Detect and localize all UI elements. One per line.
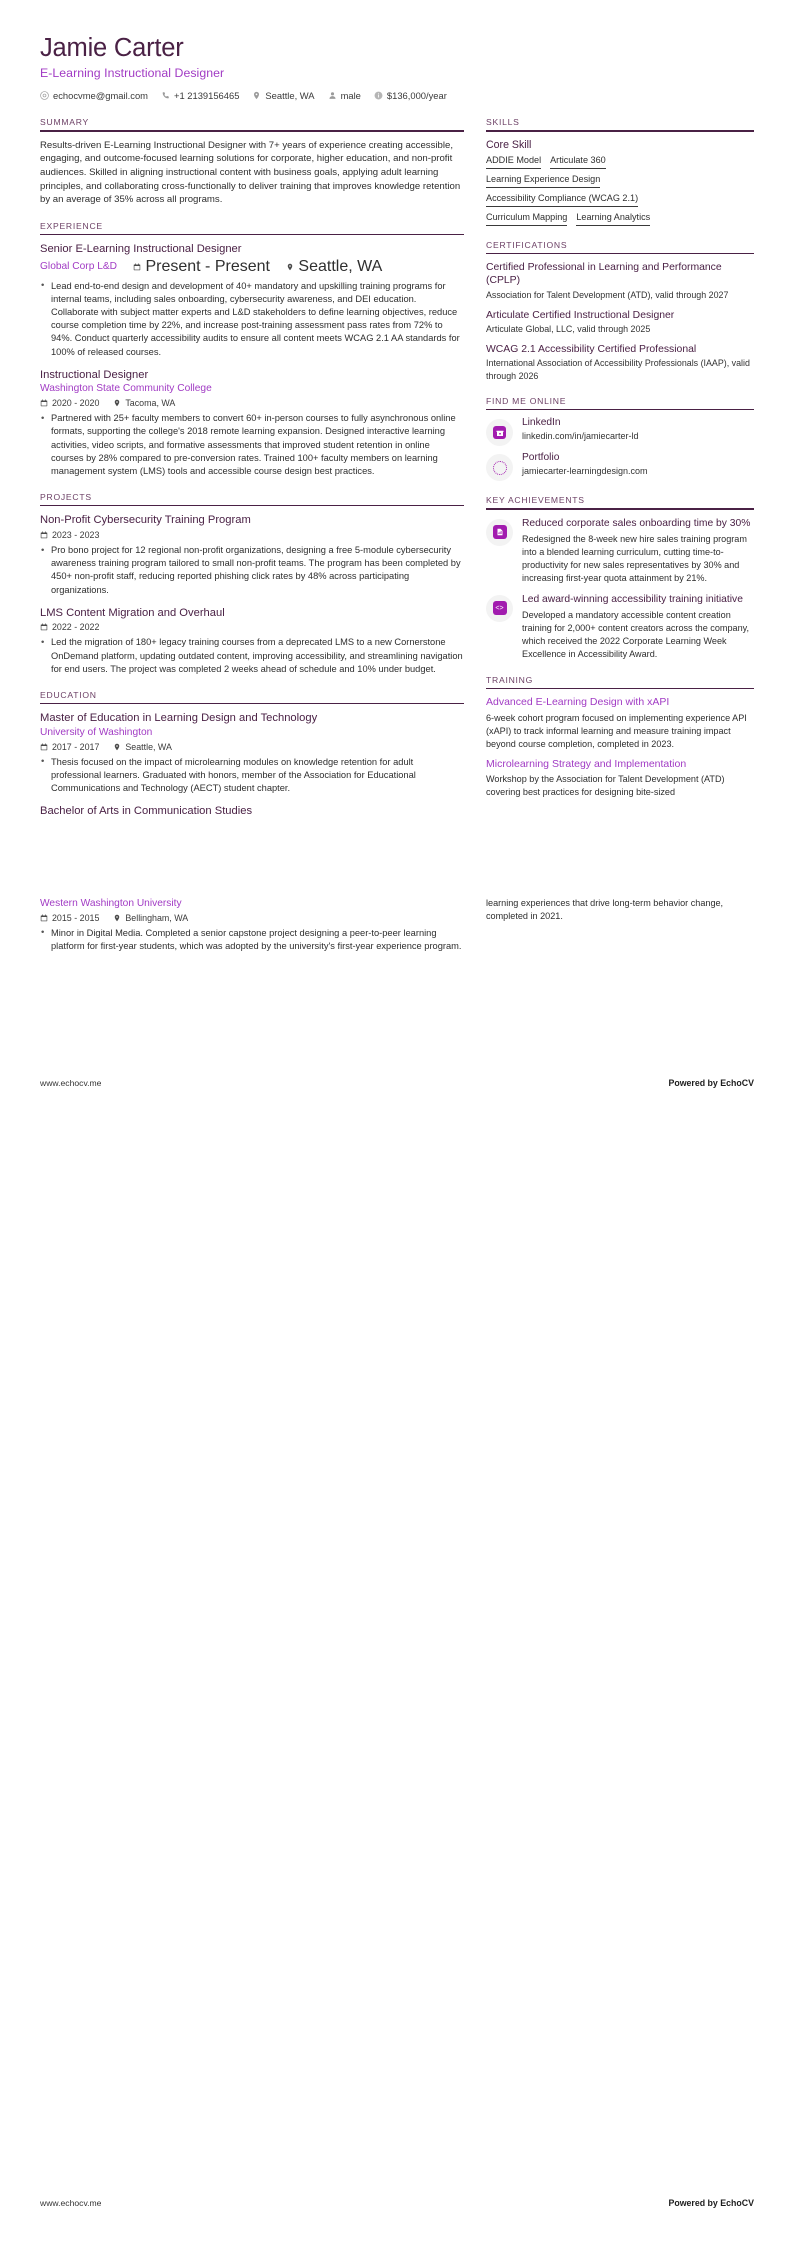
- skill-row: [486, 174, 754, 188]
- experience-location-text: Tacoma, WA: [125, 398, 176, 409]
- experience-role: Senior E-Learning Instructional Designer: [40, 243, 242, 256]
- experience-location: [113, 398, 175, 408]
- section-education-heading: EDUCATION: [40, 689, 97, 700]
- skills-group-title: Core Skill: [486, 138, 532, 151]
- project-entry: [40, 513, 464, 596]
- footer-site: www.echocv.me: [40, 1078, 102, 1088]
- section-experience: [40, 221, 464, 478]
- education-bullets: [40, 756, 464, 796]
- skill-chip: Curriculum Mapping: [486, 212, 567, 226]
- section-projects-heading: PROJECTS: [40, 492, 92, 503]
- contact-gender: [328, 90, 361, 101]
- experience-dates-text: 2020 - 2020: [52, 398, 100, 409]
- education-meta-row: [40, 913, 464, 923]
- section-rule: [40, 505, 464, 506]
- contact-location-text: Seattle, WA: [265, 90, 315, 102]
- experience-bullet: • Partnered with 25+ faculty members to convert 60+ in-person courses to fully asynchronous online formats, supporting the college's 2018 remote learning expansion. Designed interactive learning activities, video scripts, and formative assessments that improved student retention in online courses by 28% compared to pre-conversion rates. Trained 100+ faculty members on learning management system (LMS) tools and accessible course design best practices.: [40, 412, 464, 478]
- certification-name: WCAG 2.1 Accessibility Certified Professional: [486, 343, 697, 355]
- education-location-text: Bellingham, WA: [125, 912, 189, 923]
- achievement-item: [486, 517, 754, 585]
- skill-chip: Learning Experience Design: [486, 174, 600, 188]
- section-certifications: [486, 240, 754, 382]
- online-link-item[interactable]: [486, 417, 754, 446]
- skill-row: [486, 155, 754, 169]
- resume-sheet-1: [0, 0, 794, 833]
- online-link-text-block: [522, 452, 648, 476]
- contact-salary-text: $136,000/year: [386, 90, 447, 102]
- section-summary-heading: SUMMARY: [40, 117, 90, 128]
- education-location: [113, 913, 188, 923]
- section-rule: [486, 508, 754, 509]
- section-skills: [486, 117, 754, 225]
- experience-role: Instructional Designer: [40, 368, 149, 381]
- section-find-me-online: [486, 396, 754, 481]
- experience-org: Washington State Community College: [40, 383, 212, 395]
- education-school: University of Washington: [40, 726, 153, 738]
- achievement-description: Redesigned the 8-week new hire sales training program into a blended learning curriculum, cutting time-to-productivity for new sales representatives by 30% and increasing first-year quota attainment by 21%.: [522, 534, 747, 583]
- certification-issuer: Association for Talent Development (ATD), valid through 2027: [486, 290, 729, 301]
- section-projects: [40, 492, 464, 676]
- education-entry: [40, 804, 464, 819]
- resume-right-column: [486, 117, 754, 813]
- training-item: [486, 758, 754, 799]
- certification-issuer: Articulate Global, LLC, valid through 2025: [486, 324, 651, 335]
- section-skills-heading: SKILLS: [486, 117, 520, 128]
- section-training-heading: TRAINING: [486, 674, 534, 685]
- education-degree: Master of Education in Learning Design and Technology: [40, 712, 318, 725]
- calendar-icon: [40, 743, 48, 751]
- experience-location: [286, 258, 382, 276]
- education-entry: [40, 711, 464, 795]
- contact-bar: [40, 90, 754, 101]
- portfolio-icon: [486, 454, 513, 481]
- project-bullet: • Led the migration of 180+ legacy training courses from a deprecated LMS to a new Cornerstone OnDemand platform, updating outdated content, improving accessibility, and streamlining navigation for end users. The project was completed 2 weeks ahead of schedule and 10% under budget.: [40, 636, 464, 676]
- contact-salary: [374, 90, 447, 101]
- contact-phone-text: +1 2139156465: [173, 90, 240, 102]
- experience-bullets: [40, 280, 464, 359]
- experience-meta-row: [40, 258, 464, 276]
- skill-chip: Articulate 360: [550, 155, 606, 169]
- experience-bullets: [40, 412, 464, 478]
- online-link-text-block: [522, 417, 639, 441]
- salary-icon: [374, 91, 383, 100]
- training-description-continued: learning experiences that drive long-term behavior change, completed in 2021.: [486, 897, 724, 921]
- project-name: Non-Profit Cybersecurity Training Program: [40, 514, 251, 527]
- resume-body-continued: [40, 897, 754, 962]
- experience-entry: [40, 368, 464, 478]
- experience-dates-text: Present - Present: [145, 257, 270, 275]
- section-find-me-online-heading: FIND ME ONLINE: [486, 395, 567, 406]
- section-rule: [40, 130, 464, 131]
- location-icon: [113, 399, 121, 407]
- section-rule: [40, 703, 464, 704]
- achievement-title: Reduced corporate sales onboarding time by 30%: [522, 517, 751, 529]
- resume-body: [40, 117, 754, 832]
- education-bullets: [40, 927, 464, 953]
- resume-header: [40, 34, 754, 101]
- online-link-url: linkedin.com/in/jamiecarter-ld: [522, 431, 639, 442]
- training-item: [486, 696, 754, 750]
- project-dates-text: 2023 - 2023: [52, 530, 100, 541]
- education-degree: Bachelor of Arts in Communication Studies: [40, 805, 253, 818]
- experience-org: Global Corp L&D: [40, 260, 118, 272]
- section-key-achievements: [486, 495, 754, 660]
- education-bullet: • Minor in Digital Media. Completed a senior capstone project designing a peer-to-peer learning platform for first-year students, which was adopted by the university's first-year experience program.: [40, 927, 464, 953]
- contact-location: [252, 90, 314, 101]
- achievement-title: Led award-winning accessibility training initiative: [522, 593, 743, 605]
- project-name: LMS Content Migration and Overhaul: [40, 606, 225, 619]
- chart-document-icon: [486, 519, 513, 546]
- skill-row: [486, 193, 754, 207]
- email-icon: [40, 91, 49, 100]
- skills-list: [486, 155, 754, 226]
- project-bullet: • Pro bono project for 12 regional non-profit organizations, designing a free 5-module cybersecurity awareness training program tailored to small non-profit teams. The program has been completed by 450+ non-profit staff, reducing reported phishing click rates by 48% across participating organizations.: [40, 544, 464, 597]
- education-entry: [40, 897, 464, 953]
- section-key-achievements-heading: KEY ACHIEVEMENTS: [486, 495, 585, 506]
- location-icon: [113, 914, 121, 922]
- section-rule: [486, 688, 754, 689]
- calendar-icon: [40, 914, 48, 922]
- experience-location-text: Seattle, WA: [298, 257, 383, 275]
- section-rule: [486, 130, 754, 131]
- section-rule: [40, 234, 464, 235]
- resume-left-column: [40, 117, 464, 832]
- phone-icon: [161, 91, 170, 100]
- footer-brand: Powered by EchoCV: [668, 1078, 754, 1088]
- achievement-text-block: [522, 517, 754, 585]
- education-bullet: • Thesis focused on the impact of microlearning modules on knowledge retention for adult professional learners. Graduated with honors, member of the Association for Educational Communications and Technology (AECT) student chapter.: [40, 756, 464, 796]
- achievement-description: Developed a mandatory accessible content creation training for 2,000+ content creators across the company, which received the 2022 Corporate Learning Week Excellence in Accessibility Award.: [522, 610, 750, 659]
- contact-email-text: echocvme@gmail.com: [53, 90, 148, 102]
- page-footer-1: [40, 1078, 754, 1088]
- online-link-label: Portfolio: [522, 452, 560, 464]
- experience-dates: [40, 398, 99, 408]
- education-dates: [40, 742, 99, 752]
- project-meta-row: [40, 622, 464, 632]
- linkedin-icon: [486, 419, 513, 446]
- education-dates-text: 2015 - 2015: [52, 912, 100, 923]
- calendar-icon: [133, 258, 145, 275]
- calendar-icon: [40, 399, 48, 407]
- training-name: Advanced E-Learning Design with xAPI: [486, 696, 670, 709]
- online-link-item[interactable]: [486, 452, 754, 481]
- candidate-job-title: E-Learning Instructional Designer: [40, 66, 225, 81]
- online-link-label: LinkedIn: [522, 417, 561, 429]
- resume-sheet-2: [0, 867, 794, 962]
- experience-bullet: • Lead end-to-end design and development of 40+ mandatory and upskilling training programs for internal teams, including sales onboarding, cybersecurity awareness, and DEI education. Collaborate with subject matter experts and L&D stakeholders to define learning objectives, reduce course completion time by 22%, and increase post-training assessment pass rates from 72% to 94%. Conduct quarterly accessibility audits to ensure all content meets WCAG 2.1 AA standards for 100% of released courses.: [40, 280, 464, 359]
- certification-issuer: International Association of Accessibility Professionals (IAAP), valid through 2026: [486, 358, 750, 381]
- calendar-icon: [40, 531, 48, 539]
- project-bullets: [40, 636, 464, 676]
- achievement-text-block: [522, 593, 754, 661]
- experience-dates: [133, 258, 270, 276]
- training-continued: [486, 897, 754, 923]
- project-dates: [40, 622, 99, 632]
- footer-brand: Powered by EchoCV: [668, 2198, 754, 2208]
- location-icon: [113, 743, 121, 751]
- training-description: 6-week cohort program focused on implementing experience API (xAPI) to track informal learning and measure training impact beyond course completion, completed in 2023.: [486, 712, 747, 749]
- section-summary: [40, 117, 464, 206]
- section-education: [40, 690, 464, 819]
- education-dates-text: 2017 - 2017: [52, 741, 100, 752]
- project-dates: [40, 530, 99, 540]
- education-location-text: Seattle, WA: [125, 741, 172, 752]
- calendar-icon: [40, 623, 48, 631]
- training-description: Workshop by the Association for Talent Development (ATD) covering best practices for designing bite-sized: [486, 774, 725, 798]
- page-footer-2: [40, 2198, 754, 2208]
- section-certifications-heading: CERTIFICATIONS: [486, 239, 568, 250]
- contact-gender-text: male: [340, 90, 361, 102]
- certification-item: [486, 343, 754, 382]
- certification-item: [486, 309, 754, 336]
- certification-item: [486, 261, 754, 301]
- code-icon: <>: [486, 595, 513, 622]
- education-school: Western Washington University: [40, 897, 182, 909]
- person-icon: [328, 91, 337, 100]
- project-bullets: [40, 544, 464, 597]
- project-entry: [40, 606, 464, 676]
- education-meta-row: [40, 742, 464, 752]
- online-link-url: jamiecarter-learningdesign.com: [522, 466, 648, 477]
- section-rule: [486, 409, 754, 410]
- location-icon: [252, 91, 261, 100]
- experience-meta-row: [40, 398, 464, 408]
- contact-phone: [161, 90, 239, 101]
- section-rule: [486, 253, 754, 254]
- project-meta-row: [40, 530, 464, 540]
- education-dates: [40, 913, 99, 923]
- project-dates-text: 2022 - 2022: [52, 622, 100, 633]
- candidate-name: Jamie Carter: [40, 34, 184, 62]
- experience-entry: [40, 242, 464, 359]
- skill-chip: Accessibility Compliance (WCAG 2.1): [486, 193, 638, 207]
- training-name: Microlearning Strategy and Implementation: [486, 757, 687, 770]
- education-location: [113, 742, 172, 752]
- achievement-item: [486, 593, 754, 661]
- certification-name: Articulate Certified Instructional Designer: [486, 309, 675, 321]
- location-icon: [286, 258, 298, 275]
- summary-text: Results-driven E-Learning Instructional Designer with 7+ years of experience creating accessible, engaging, and outcome-focused learning solutions for corporate, higher education, and non-profit audiences. Skilled in aligning instructional content with business goals, applying adult learning principles, and collaborating cross-functionally to deliver training that improves knowledge retention by an average of 35% across all programs.: [40, 139, 461, 206]
- contact-email: [40, 90, 148, 101]
- skill-row: [486, 212, 754, 226]
- skill-chip: Learning Analytics: [576, 212, 650, 226]
- section-training: [486, 675, 754, 799]
- footer-site: www.echocv.me: [40, 2198, 102, 2208]
- section-experience-heading: EXPERIENCE: [40, 220, 103, 231]
- education-continued: [40, 897, 464, 962]
- certification-name: Certified Professional in Learning and Performance (CPLP): [486, 262, 722, 287]
- skill-chip: ADDIE Model: [486, 155, 541, 169]
